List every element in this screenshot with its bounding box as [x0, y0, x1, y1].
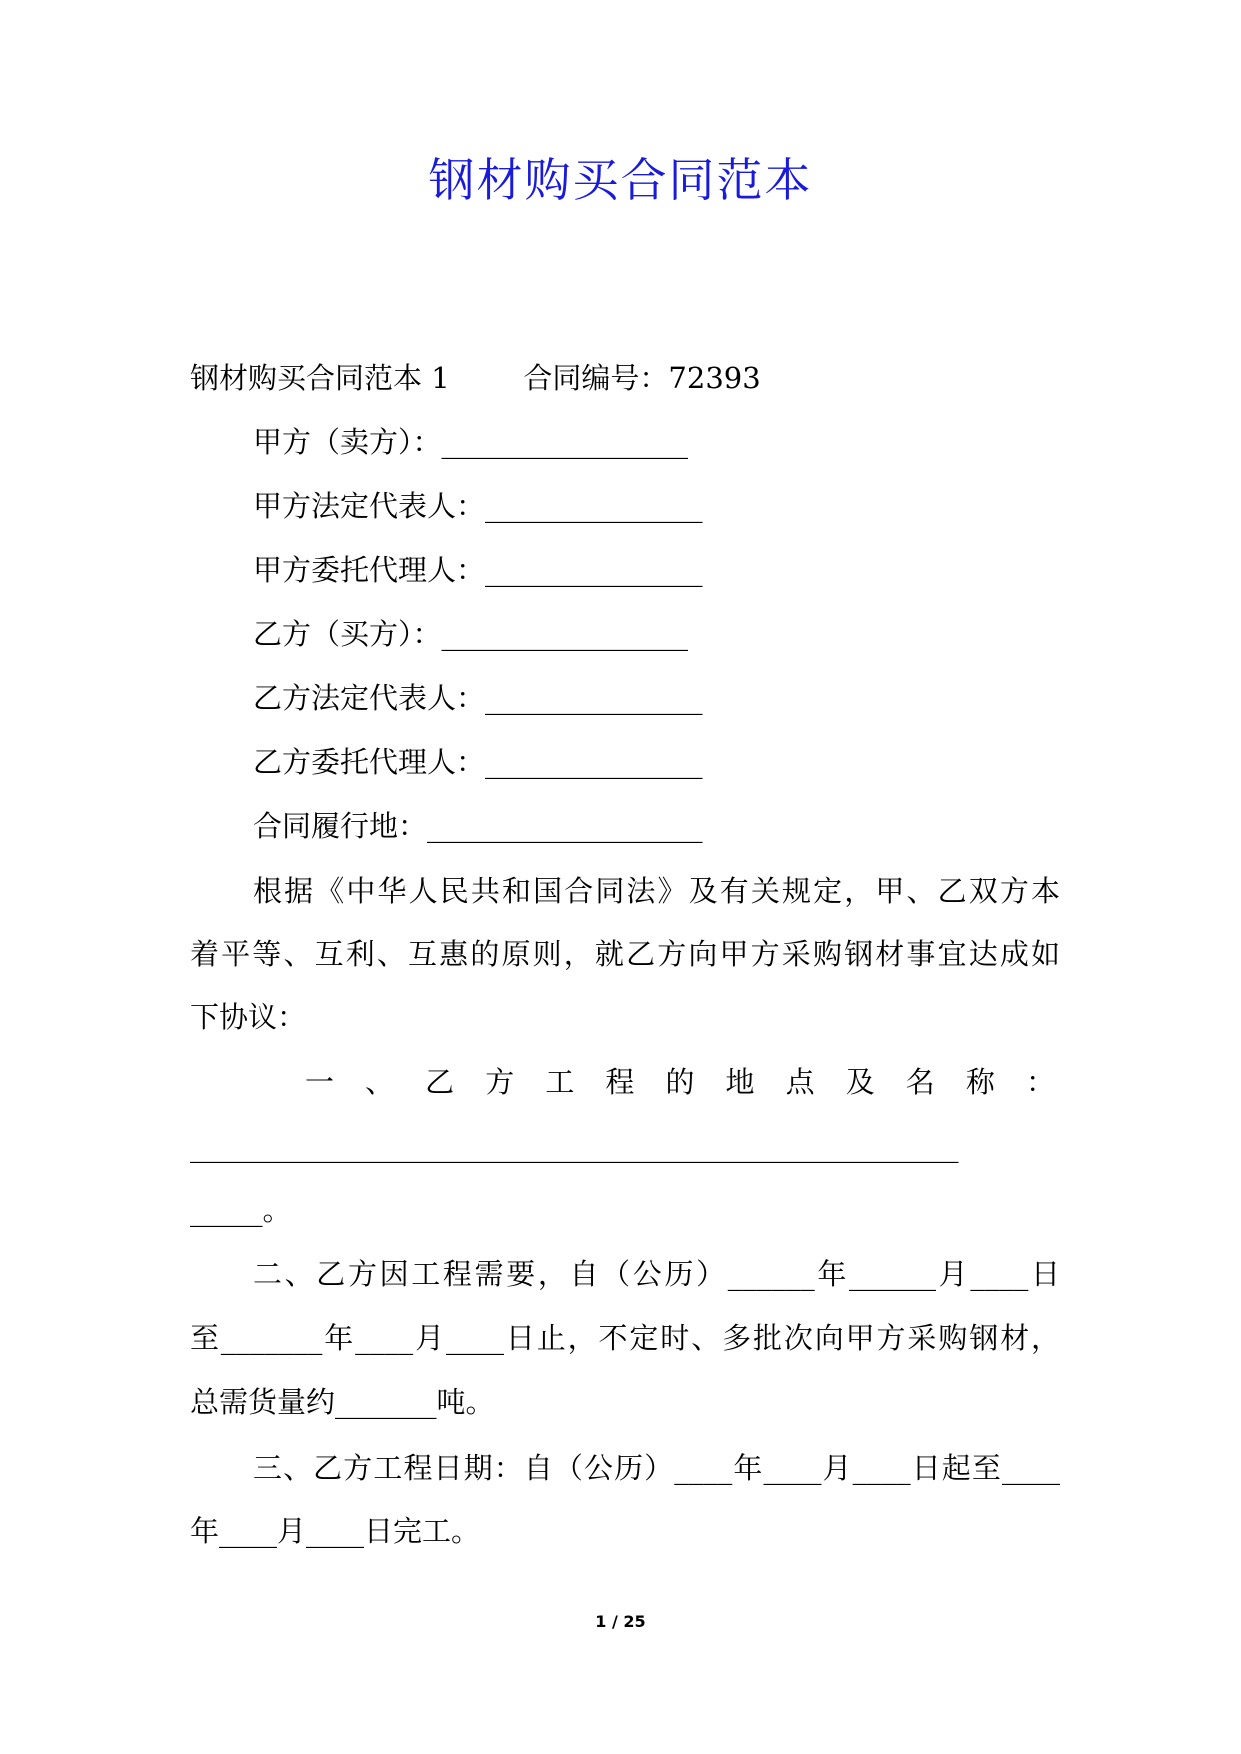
clause-1-char: 的 [665, 1065, 695, 1099]
clause-1-char: 程 [605, 1065, 635, 1099]
clause-1-char: 一 [305, 1065, 335, 1099]
intro-line-1: 根据《中华人民共和国合同法》及有关规定，甲、乙双方本 [253, 874, 1060, 908]
party-buyer: 乙方（买方）：_________________ [253, 617, 689, 651]
clause-1-char: 点 [785, 1065, 815, 1099]
clause-3-line-2: 年____月____日完工。 [190, 1514, 481, 1548]
contract-place: 合同履行地：___________________ [253, 809, 703, 843]
header-line: 钢材购买合同范本 1 合同编号：72393 [190, 361, 761, 395]
clause-1-tail: _____。 [190, 1193, 292, 1227]
party-buyer-legal-rep: 乙方法定代表人：_______________ [253, 681, 703, 715]
page-number: 1 / 25 [595, 1612, 646, 1631]
party-seller-agent: 甲方委托代理人：_______________ [253, 553, 703, 587]
party-seller-legal-rep: 甲方法定代表人：_______________ [253, 489, 703, 523]
intro-line-3: 下协议： [190, 1000, 307, 1034]
party-buyer-agent: 乙方委托代理人：_______________ [253, 745, 703, 779]
clause-1-heading [305, 1062, 1055, 1102]
clause-1-blank-line: _____________________________________________________ [190, 1129, 959, 1163]
clause-2-line-3: 总需货量约_______吨。 [190, 1385, 495, 1419]
clause-2-line-1: 二、乙方因工程需要，自（公历）______年______月____日 [253, 1257, 1060, 1291]
intro-line-2: 着平等、互利、互惠的原则，就乙方向甲方采购钢材事宜达成如 [190, 937, 1060, 971]
clause-1-char: 及 [845, 1065, 875, 1099]
clause-3-line-1: 三、乙方工程日期：自（公历）____年____月____日起至____ [253, 1451, 1060, 1485]
clause-1-char: 乙 [425, 1065, 455, 1099]
clause-1-char: 工 [545, 1065, 575, 1099]
clause-1-char: 称 [965, 1065, 995, 1099]
party-seller: 甲方（卖方）：_________________ [253, 425, 689, 459]
clause-1-char: 方 [485, 1065, 515, 1099]
clause-1-char: 名 [905, 1065, 935, 1099]
clause-1-char: 、 [365, 1065, 395, 1099]
document-title: 钢材购买合同范本 [428, 153, 813, 207]
clause-2-line-2: 至_______年____月____日止，不定时、多批次向甲方采购钢材， [190, 1321, 1060, 1355]
clause-1-char: ： [1025, 1065, 1055, 1099]
clause-1-char: 地 [725, 1065, 755, 1099]
